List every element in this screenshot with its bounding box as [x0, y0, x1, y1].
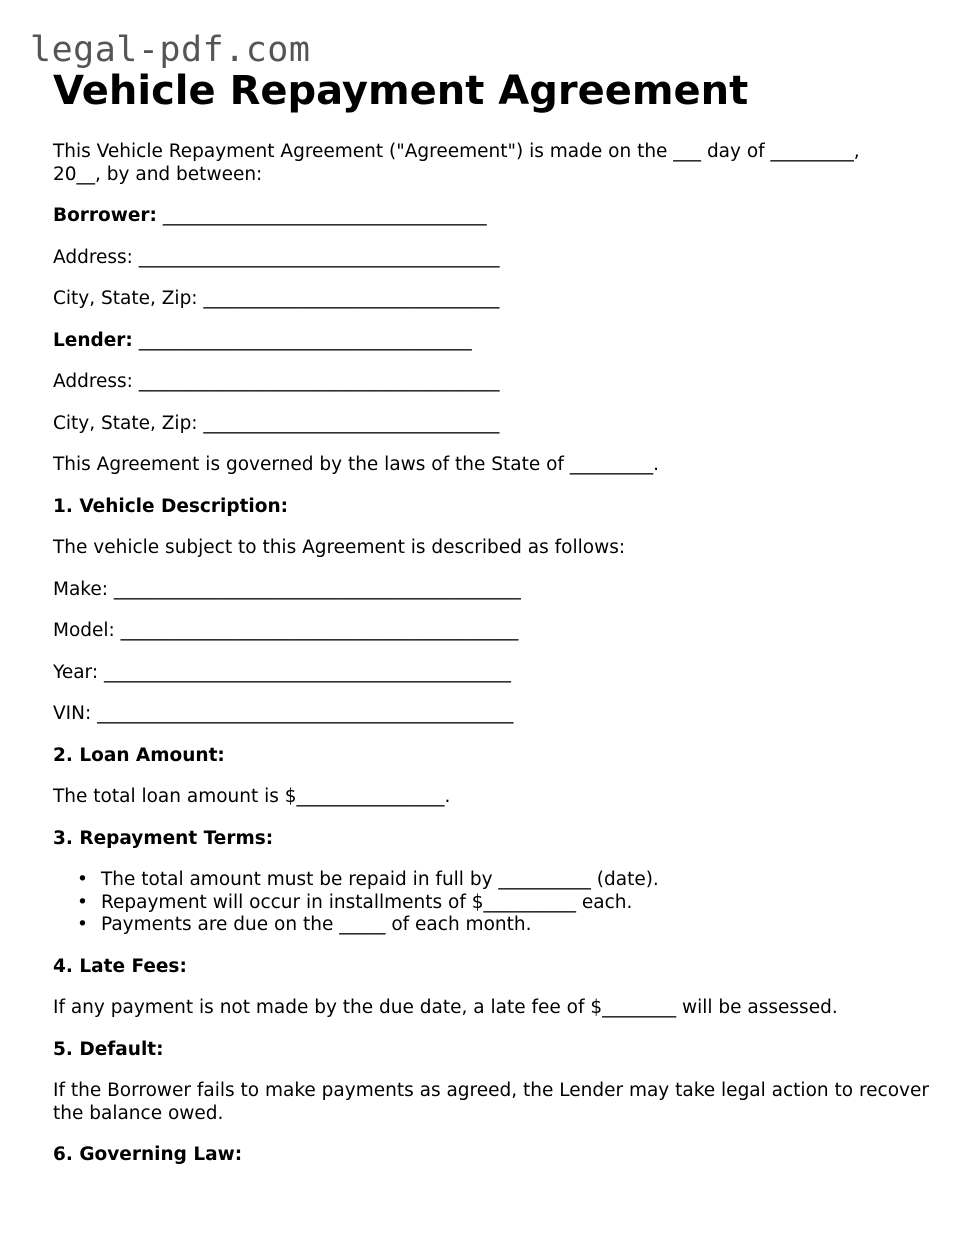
- section-3-heading: 3. Repayment Terms:: [53, 827, 274, 849]
- list-item: [77, 914, 933, 937]
- watermark-logo: legal-pdf.com: [30, 30, 311, 70]
- list-item: [77, 869, 933, 892]
- lender-label: Lender:: [53, 329, 133, 351]
- repayment-terms-list: [53, 869, 933, 937]
- borrower-city-line: City, State, Zip: ________________________________: [53, 288, 500, 309]
- intro-paragraph: This Vehicle Repayment Agreement ("Agreement") is made on the ___ day of _________, 20__, by and between:: [53, 141, 866, 185]
- list-item: [77, 891, 933, 915]
- bullet-icon: •: [77, 869, 88, 890]
- loan-amount-text: The total loan amount is $________________.: [53, 786, 451, 807]
- list-item-text: Payments are due on the _____ of each month.: [101, 914, 532, 935]
- vehicle-vin-line: VIN: _____________________________________________: [53, 703, 514, 724]
- section-6-heading: 6. Governing Law:: [53, 1144, 243, 1165]
- section-5-heading: 5. Default:: [53, 1038, 164, 1060]
- default-text: If the Borrower fails to make payments as agreed, the Lender may take legal action to recover the balance owed.: [53, 1080, 935, 1124]
- governed-by-paragraph: This Agreement is governed by the laws of the State of _________.: [53, 454, 659, 475]
- section-2-heading: 2. Loan Amount:: [53, 744, 225, 766]
- list-item-text: The total amount must be repaid in full by __________ (date).: [101, 869, 659, 890]
- vehicle-description-text: The vehicle subject to this Agreement is described as follows:: [53, 537, 626, 558]
- borrower-address-line: Address: _______________________________________: [53, 246, 500, 268]
- document-page: [53, 68, 933, 1167]
- page-title: Vehicle Repayment Agreement: [53, 68, 749, 114]
- lender-address-line: Address: _______________________________________: [53, 371, 500, 392]
- borrower-label: Borrower:: [53, 205, 157, 226]
- section-4-heading: 4. Late Fees:: [53, 955, 187, 977]
- vehicle-model-line: Model: ___________________________________________: [53, 620, 519, 641]
- bullet-icon: •: [77, 914, 88, 935]
- vehicle-year-line: Year: ____________________________________________: [53, 661, 511, 683]
- lender-name-blank: ____________________________________: [132, 329, 472, 351]
- list-item-text: Repayment will occur in installments of $__________ each.: [101, 891, 633, 913]
- borrower-name-blank: ___________________________________: [156, 205, 487, 226]
- bullet-icon: •: [77, 891, 88, 913]
- borrower-line: [53, 205, 933, 228]
- lender-city-line: City, State, Zip: ________________________________: [53, 412, 500, 434]
- section-1-heading: 1. Vehicle Description:: [53, 495, 289, 517]
- lender-line: [53, 330, 933, 353]
- vehicle-make-line: Make: ____________________________________________: [53, 578, 521, 600]
- late-fees-text: If any payment is not made by the due date, a late fee of $________ will be assessed.: [53, 997, 838, 1018]
